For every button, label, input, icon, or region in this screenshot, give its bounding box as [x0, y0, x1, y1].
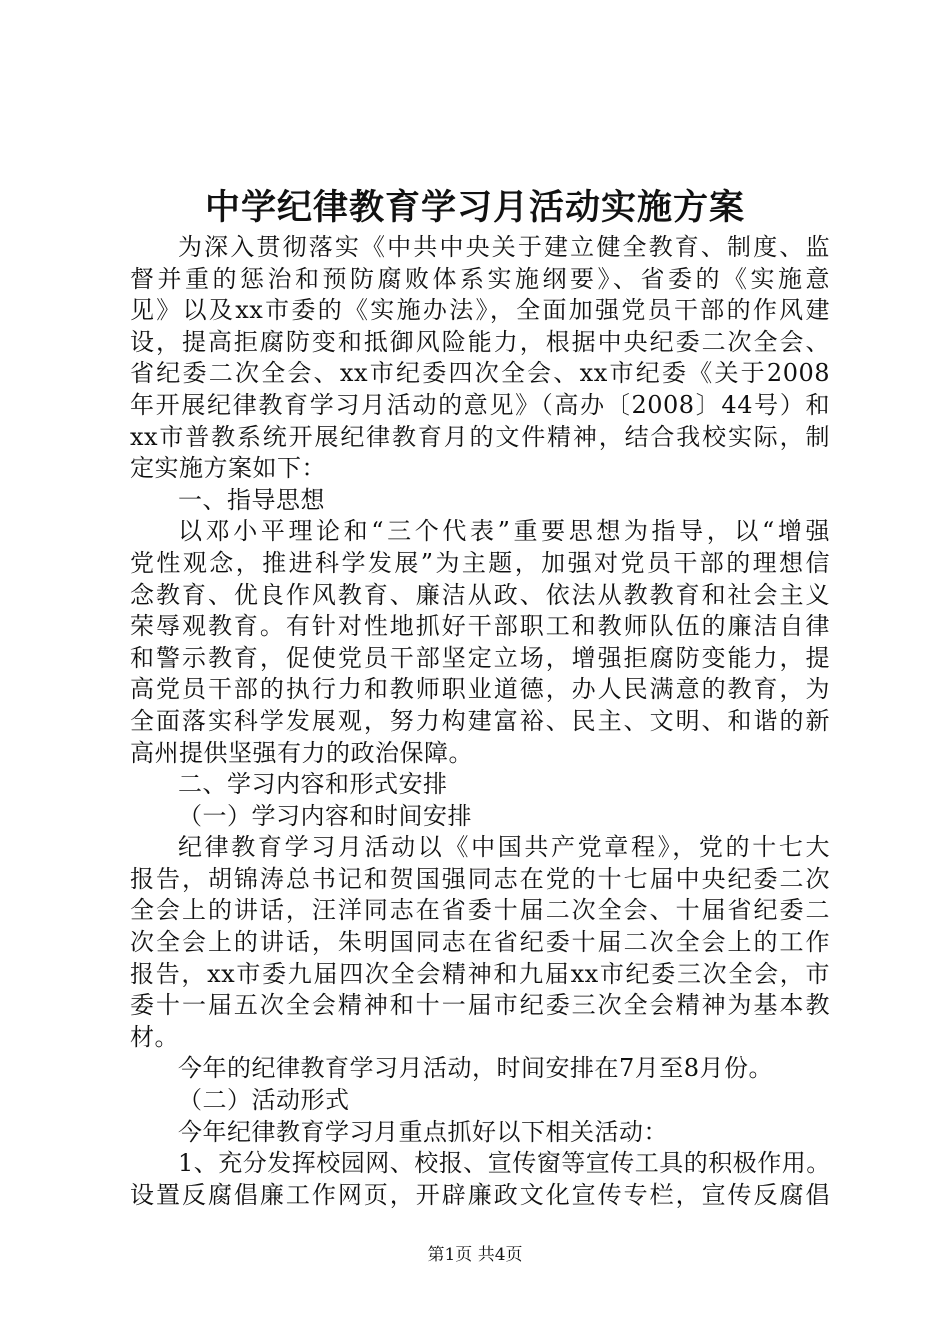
body-line: 为深入贯彻落实《中共中央关于建立健全教育、制度、监 [178, 233, 830, 261]
body-line: 报告，胡锦涛总书记和贺国强同志在党的十七届中央纪委二次 [130, 864, 830, 893]
body-line: 纪律教育学习月活动以《中国共产党章程》，党的十七大 [178, 833, 830, 862]
body-line: 次全会上的讲话，朱明国同志在省纪委十届二次全会上的工作 [130, 928, 830, 957]
section-heading: 一、指导思想 [178, 485, 325, 514]
body-line: 高州提供坚强有力的政治保障。 [130, 738, 473, 767]
body-line: 念教育、优良作风教育、廉洁从政、依法从教教育和社会主义 [130, 580, 830, 609]
body-line: 设置反腐倡廉工作网页，开辟廉政文化宣传专栏，宣传反腐倡 [130, 1180, 830, 1209]
body-line: 年开展纪律教育学习月活动的意见》（高办〔2008〕44号）和 [130, 390, 830, 419]
document-body [130, 232, 830, 1211]
body-line: 督并重的惩治和预防腐败体系实施纲要》、省委的《实施意 [130, 264, 830, 293]
body-line: 定实施方案如下： [130, 454, 326, 483]
body-line: 今年纪律教育学习月重点抓好以下相关活动： [178, 1117, 668, 1146]
body-line: 省纪委二次全会、xx市纪委四次全会、xx市纪委《关于2008 [130, 359, 830, 388]
subsection-heading: （二）活动形式 [178, 1086, 350, 1115]
body-line: 1、充分发挥校园网、校报、宣传窗等宣传工具的积极作用。 [178, 1149, 831, 1178]
document-title: 中学纪律教育学习月活动实施方案 [204, 188, 745, 228]
body-line: 报告，xx市委九届四次全会精神和九届xx市纪委三次全会，市 [130, 959, 830, 988]
subsection-heading: （一）学习内容和时间安排 [178, 801, 472, 830]
body-line: 全面落实科学发展观，努力构建富裕、民主、文明、和谐的新 [130, 706, 830, 735]
body-line: 设，提高拒腐防变和抵御风险能力，根据中央纪委二次全会、 [130, 327, 830, 356]
body-line: 今年的纪律教育学习月活动，时间安排在7月至8月份。 [178, 1054, 774, 1083]
body-line: 和警示教育，促使党员干部坚定立场，增强拒腐防变能力，提 [130, 643, 830, 672]
body-line: 见》以及xx市委的《实施办法》，全面加强党员干部的作风建 [130, 296, 830, 325]
body-line: xx市普教系统开展纪律教育月的文件精神，结合我校实际，制 [130, 422, 830, 451]
body-line: 高党员干部的执行力和教师职业道德，办人民满意的教育，为 [130, 675, 830, 704]
body-line: 委十一届五次全会精神和十一届市纪委三次全会精神为基本教 [130, 991, 830, 1020]
body-line: 党性观念，推进科学发展”为主题，加强对党员干部的理想信 [130, 548, 830, 577]
body-line: 全会上的讲话，汪洋同志在省委十届二次全会、十届省纪委二 [130, 896, 830, 925]
section-heading: 二、学习内容和形式安排 [178, 770, 448, 799]
body-line: 荣辱观教育。有针对性地抓好干部职工和教师队伍的廉洁自律 [130, 612, 830, 641]
page-footer: 第1页 共4页 [427, 1245, 523, 1265]
body-line: 材。 [130, 1022, 179, 1051]
body-line: 以邓小平理论和“三个代表”重要思想为指导，以“增强 [178, 517, 830, 546]
